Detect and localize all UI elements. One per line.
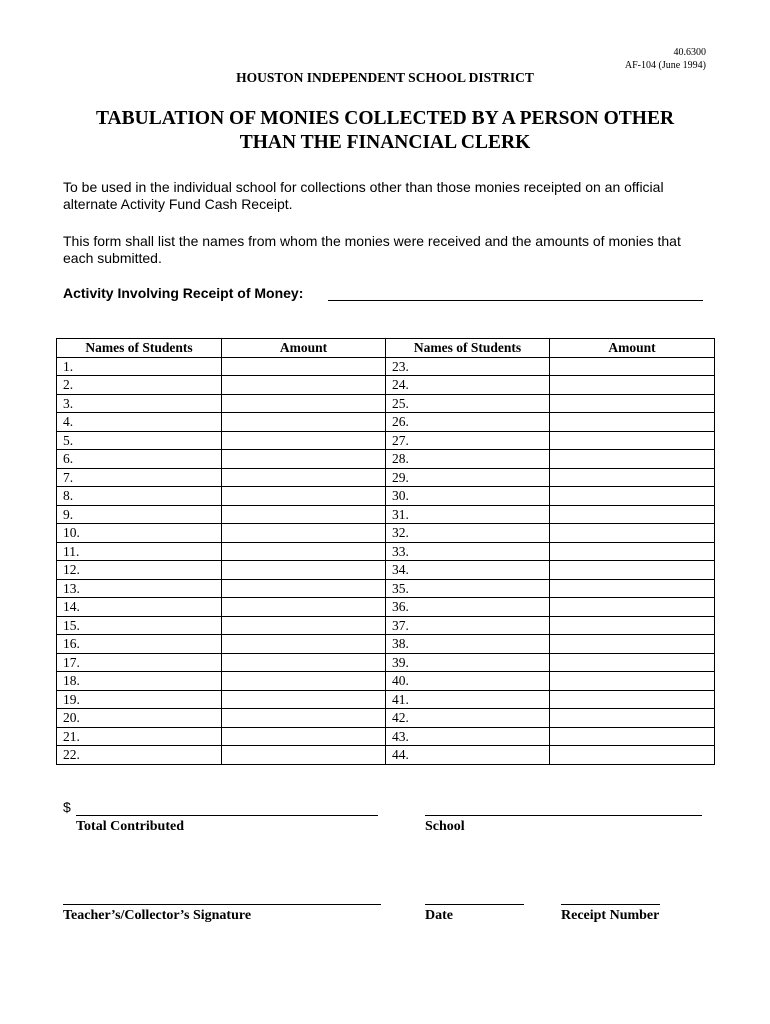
amount-cell[interactable]	[222, 450, 386, 469]
student-name-cell[interactable]: 11.	[57, 542, 222, 561]
amount-cell[interactable]	[550, 579, 715, 598]
amount-cell[interactable]	[222, 394, 386, 413]
student-name-cell[interactable]: 2.	[57, 376, 222, 395]
table-row	[57, 413, 715, 432]
activity-label: Activity Involving Receipt of Money:	[63, 285, 304, 301]
amount-cell[interactable]	[550, 431, 715, 450]
amount-cell[interactable]	[550, 524, 715, 543]
table-row	[57, 468, 715, 487]
student-name-cell[interactable]: 19.	[57, 690, 222, 709]
form-revision: AF-104 (June 1994)	[624, 60, 706, 71]
student-name-cell[interactable]: 24.	[386, 376, 550, 395]
student-name-cell[interactable]: 21.	[57, 727, 222, 746]
amount-cell[interactable]	[550, 561, 715, 580]
student-name-cell[interactable]: 35.	[386, 579, 550, 598]
table-row	[57, 727, 715, 746]
table-row	[57, 653, 715, 672]
amount-cell[interactable]	[550, 468, 715, 487]
student-name-cell[interactable]: 6.	[57, 450, 222, 469]
student-name-cell[interactable]: 34.	[386, 561, 550, 580]
table-row	[57, 635, 715, 654]
student-name-cell[interactable]: 17.	[57, 653, 222, 672]
table-row	[57, 524, 715, 543]
amount-cell[interactable]	[222, 690, 386, 709]
table-body	[57, 357, 715, 764]
student-name-cell[interactable]: 7.	[57, 468, 222, 487]
student-name-cell[interactable]: 4.	[57, 413, 222, 432]
student-name-cell[interactable]: 25.	[386, 394, 550, 413]
school-line[interactable]	[425, 815, 702, 816]
table-row	[57, 598, 715, 617]
table-row	[57, 709, 715, 728]
amount-cell[interactable]	[550, 709, 715, 728]
amount-cell[interactable]	[550, 746, 715, 765]
student-name-cell[interactable]: 43.	[386, 727, 550, 746]
student-name-cell[interactable]: 37.	[386, 616, 550, 635]
instructions-paragraph-2: This form shall list the names from whom the monies were received and the amounts of monies that each submitted.	[63, 233, 681, 266]
table-row	[57, 672, 715, 691]
amount-cell[interactable]	[550, 672, 715, 691]
amount-cell[interactable]	[550, 690, 715, 709]
table-row	[57, 690, 715, 709]
amount-cell[interactable]	[222, 487, 386, 506]
collections-table	[56, 338, 715, 765]
student-name-cell[interactable]: 26.	[386, 413, 550, 432]
amount-cell[interactable]	[550, 653, 715, 672]
student-name-cell[interactable]: 30.	[386, 487, 550, 506]
student-name-cell[interactable]: 12.	[57, 561, 222, 580]
amount-cell[interactable]	[222, 505, 386, 524]
amount-cell[interactable]	[550, 505, 715, 524]
amount-cell[interactable]	[550, 450, 715, 469]
district-name: HOUSTON INDEPENDENT SCHOOL DISTRICT	[236, 70, 534, 85]
total-contributed-label: Total Contributed	[76, 819, 185, 834]
amount-cell[interactable]	[222, 653, 386, 672]
student-name-cell[interactable]: 40.	[386, 672, 550, 691]
student-name-cell[interactable]: 8.	[57, 487, 222, 506]
title-line-2: THAN THE FINANCIAL CLERK	[239, 132, 531, 153]
student-name-cell[interactable]: 41.	[386, 690, 550, 709]
student-name-cell[interactable]: 39.	[386, 653, 550, 672]
student-name-cell[interactable]: 13.	[57, 579, 222, 598]
amount-cell[interactable]	[222, 727, 386, 746]
form-code	[625, 46, 706, 72]
title-line-1: TABULATION OF MONIES COLLECTED BY A PERSON OTHER	[95, 108, 675, 129]
amount-cell[interactable]	[550, 635, 715, 654]
student-name-cell[interactable]: 23.	[386, 357, 550, 376]
amount-cell[interactable]	[222, 542, 386, 561]
amount-cell[interactable]	[222, 357, 386, 376]
student-name-cell[interactable]: 18.	[57, 672, 222, 691]
school-label: School	[425, 819, 465, 834]
amount-cell[interactable]	[222, 376, 386, 395]
student-name-cell[interactable]: 29.	[386, 468, 550, 487]
table-row	[57, 505, 715, 524]
table-row	[57, 542, 715, 561]
date-line[interactable]	[425, 904, 524, 905]
receipt-number-label: Receipt Number	[561, 908, 660, 923]
instructions-paragraph-1: To be used in the individual school for collections other than those monies receipted on an official alternate Activity Fund Cash Receipt.	[63, 179, 664, 212]
header-amount-left: Amount	[222, 339, 386, 358]
signature-label: Teacher’s/Collector’s Signature	[63, 908, 252, 923]
table-row	[57, 450, 715, 469]
amount-cell[interactable]	[222, 561, 386, 580]
receipt-number-line[interactable]	[561, 904, 660, 905]
student-name-cell[interactable]: 33.	[386, 542, 550, 561]
amount-cell[interactable]	[222, 524, 386, 543]
amount-cell[interactable]	[550, 413, 715, 432]
dollar-sign: $	[63, 799, 71, 815]
table-row	[57, 357, 715, 376]
amount-cell[interactable]	[550, 598, 715, 617]
student-name-cell[interactable]: 15.	[57, 616, 222, 635]
amount-cell[interactable]	[550, 542, 715, 561]
header-amount-right: Amount	[550, 339, 715, 358]
student-name-cell[interactable]: 20.	[57, 709, 222, 728]
amount-cell[interactable]	[222, 672, 386, 691]
student-name-cell[interactable]: 27.	[386, 431, 550, 450]
amount-cell[interactable]	[222, 431, 386, 450]
table-row	[57, 487, 715, 506]
table-row	[57, 431, 715, 450]
activity-input-line[interactable]	[328, 300, 703, 301]
student-name-cell[interactable]: 38.	[386, 635, 550, 654]
student-name-cell[interactable]: 36.	[386, 598, 550, 617]
page-title	[60, 107, 710, 155]
student-name-cell[interactable]: 44.	[386, 746, 550, 765]
student-name-cell[interactable]: 10.	[57, 524, 222, 543]
amount-cell[interactable]	[550, 376, 715, 395]
amount-cell[interactable]	[222, 616, 386, 635]
amount-cell[interactable]	[222, 635, 386, 654]
student-name-cell[interactable]: 5.	[57, 431, 222, 450]
amount-cell[interactable]	[550, 357, 715, 376]
amount-cell[interactable]	[222, 746, 386, 765]
student-name-cell[interactable]: 31.	[386, 505, 550, 524]
amount-cell[interactable]	[222, 709, 386, 728]
amount-cell[interactable]	[222, 413, 386, 432]
amount-cell[interactable]	[222, 468, 386, 487]
table-row	[57, 394, 715, 413]
student-name-cell[interactable]: 1.	[57, 357, 222, 376]
table-row	[57, 579, 715, 598]
student-name-cell[interactable]: 28.	[386, 450, 550, 469]
table-row	[57, 746, 715, 765]
table-header-row	[57, 339, 715, 358]
amount-cell[interactable]	[550, 394, 715, 413]
table-row	[57, 616, 715, 635]
signature-line[interactable]	[63, 904, 381, 905]
total-contributed-line[interactable]	[76, 815, 378, 816]
header-names-left: Names of Students	[57, 339, 222, 358]
student-name-cell[interactable]: 9.	[57, 505, 222, 524]
amount-cell[interactable]	[550, 487, 715, 506]
table-row	[57, 376, 715, 395]
student-name-cell[interactable]: 3.	[57, 394, 222, 413]
amount-cell[interactable]	[550, 727, 715, 746]
amount-cell[interactable]	[222, 579, 386, 598]
student-name-cell[interactable]: 16.	[57, 635, 222, 654]
form-number: 40.6300	[673, 47, 706, 58]
student-name-cell[interactable]: 22.	[57, 746, 222, 765]
amount-cell[interactable]	[222, 598, 386, 617]
student-name-cell[interactable]: 42.	[386, 709, 550, 728]
date-label: Date	[425, 908, 453, 923]
student-name-cell[interactable]: 14.	[57, 598, 222, 617]
header-names-right: Names of Students	[386, 339, 550, 358]
student-name-cell[interactable]: 32.	[386, 524, 550, 543]
amount-cell[interactable]	[550, 616, 715, 635]
table-row	[57, 561, 715, 580]
